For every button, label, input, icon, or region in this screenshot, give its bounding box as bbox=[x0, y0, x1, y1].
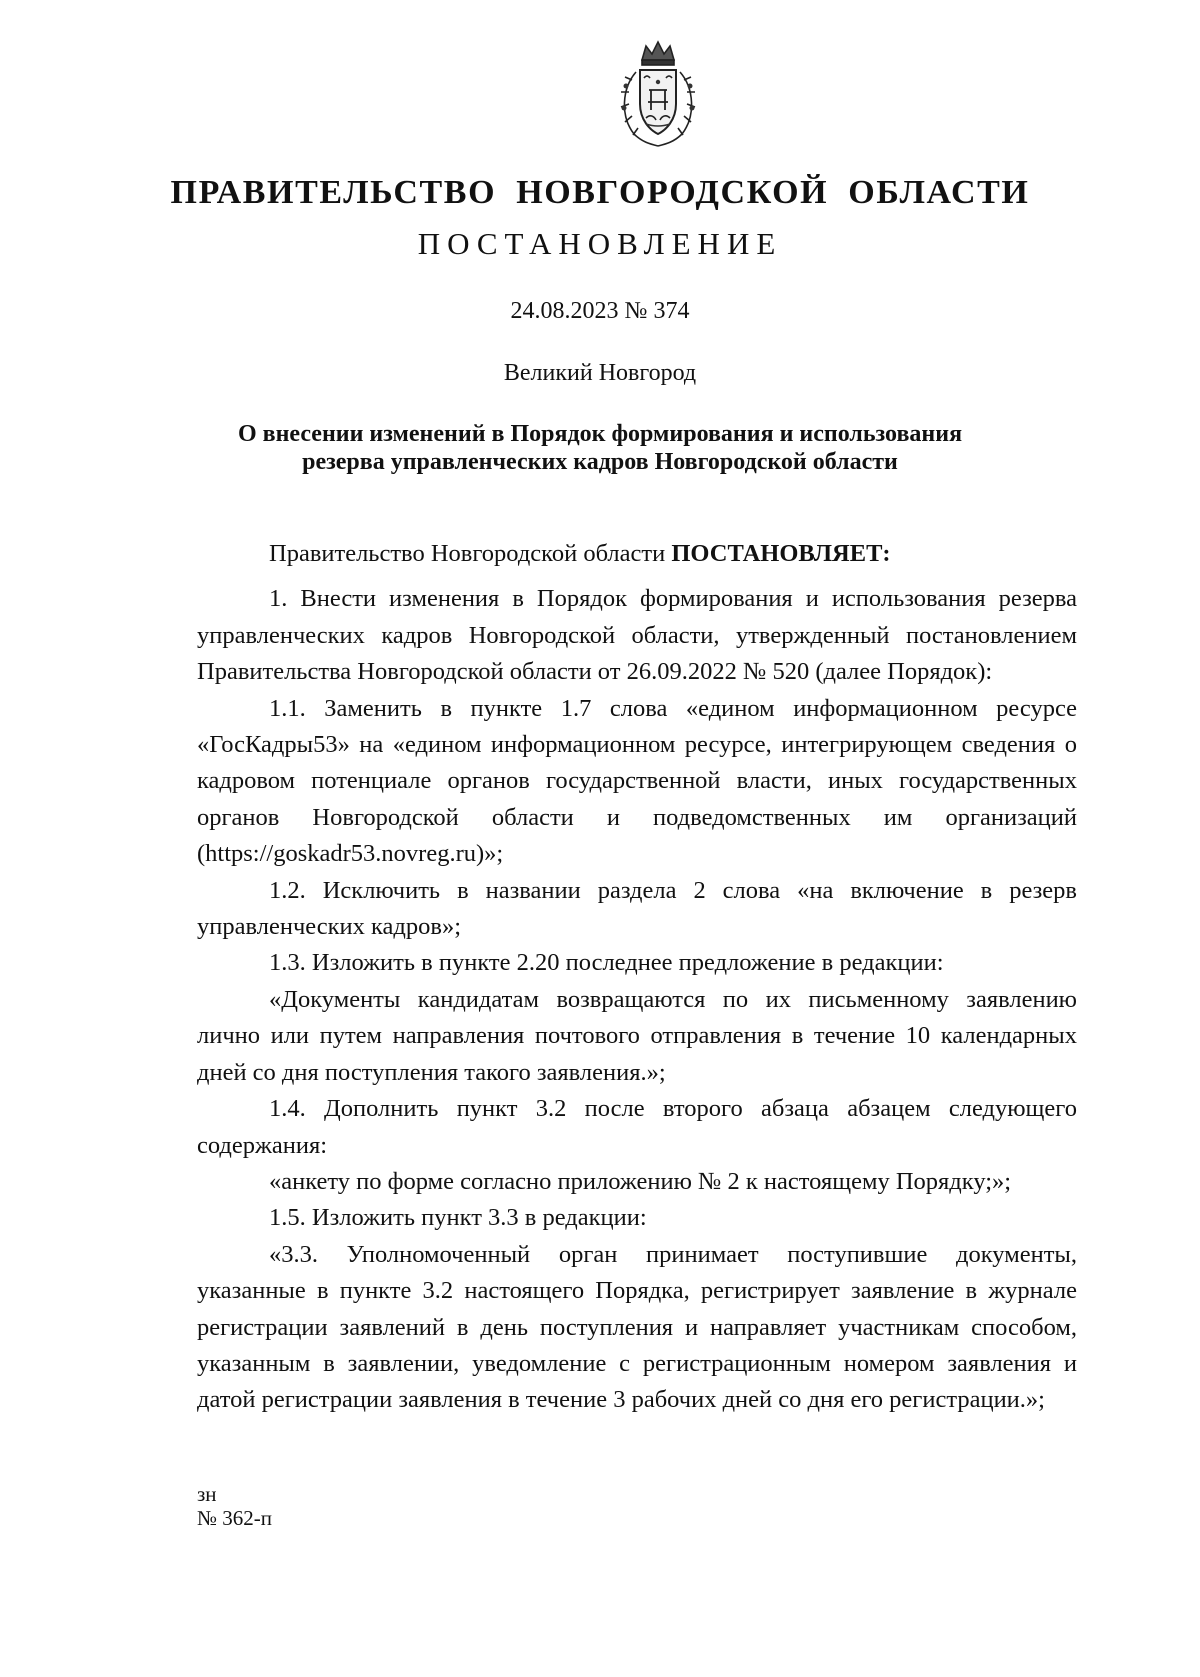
paragraph-1-4-quote: «анкету по форме согласно приложению № 2 к настоящему Порядку;»; bbox=[269, 1167, 1012, 1195]
paragraph-1-2: 1.2. Исключить в названии раздела 2 слова «на включение в резерв управленческих кадров»; bbox=[197, 876, 1077, 941]
subject-line-2: резерва управленческих кадров Новгородской области bbox=[302, 449, 898, 475]
document-subject bbox=[180, 420, 1020, 476]
paragraph-1-5-quote: «3.3. Уполномоченный орган принимает поступившие документы, указанные в пункте 3.2 настоящего Порядка, регистрирует заявление в журнале регистрации заявлений в день поступления и направляет участникам способом, указанным в заявлении, уведомление с регистрационным номером заявления и датой регистрации заявления в течение 3 рабочих дней со дня его регистрации.»; bbox=[197, 1240, 1077, 1414]
intro-text: Правительство Новгородской области bbox=[269, 540, 672, 567]
paragraph-1-3: 1.3. Изложить в пункте 2.20 последнее предложение в редакции: bbox=[269, 949, 944, 977]
executor-initials: зн bbox=[197, 1482, 217, 1506]
document-type: ПОСТАНОВЛЕНИЕ bbox=[417, 226, 783, 261]
document-body bbox=[197, 536, 1077, 1419]
document-city: Великий Новгород bbox=[503, 360, 697, 386]
paragraph-1-1: 1.1. Заменить в пункте 1.7 слова «едином информационном ресурсе «ГосКадры53» на «едином информационном ресурсе, интегрирующем сведения о кадровом потенциале органов государственной власти, иных государственных органов Новгородской области и подведомственных им организаций (https://goskadr53.novreg.ru)»; bbox=[197, 694, 1077, 868]
paragraph-1: 1. Внести изменения в Порядок формирования и использования резерва управленческих кадров Новгородской области, утвержденный постановлением Правительства Новгородской области от 26.09.2022 № 520 (далее Порядок): bbox=[197, 585, 1077, 686]
intro-paragraph bbox=[197, 536, 1077, 572]
draft-number: № 362-п bbox=[197, 1506, 273, 1530]
paragraph-1-4: 1.4. Дополнить пункт 3.2 после второго абзаца абзацем следующего содержания: bbox=[197, 1095, 1077, 1159]
resolves-keyword: ПОСТАНОВЛЯЕТ: bbox=[671, 540, 891, 567]
paragraph-1-5: 1.5. Изложить пункт 3.3 в редакции: bbox=[269, 1204, 647, 1232]
subject-line-1: О внесении изменений в Порядок формирования и использования bbox=[237, 421, 963, 447]
paragraph-1-3-quote: «Документы кандидатам возвращаются по их письменному заявлению лично или путем направления почтового отправления в течение 10 календарных дней со дня поступления такого заявления.»; bbox=[197, 985, 1077, 1086]
document-footer bbox=[197, 1482, 272, 1530]
coat-of-arms-icon bbox=[614, 38, 702, 150]
government-name: ПРАВИТЕЛЬСТВО НОВГОРОДСКОЙ ОБЛАСТИ bbox=[170, 174, 1030, 211]
document-date-number: 24.08.2023 № 374 bbox=[510, 298, 690, 324]
